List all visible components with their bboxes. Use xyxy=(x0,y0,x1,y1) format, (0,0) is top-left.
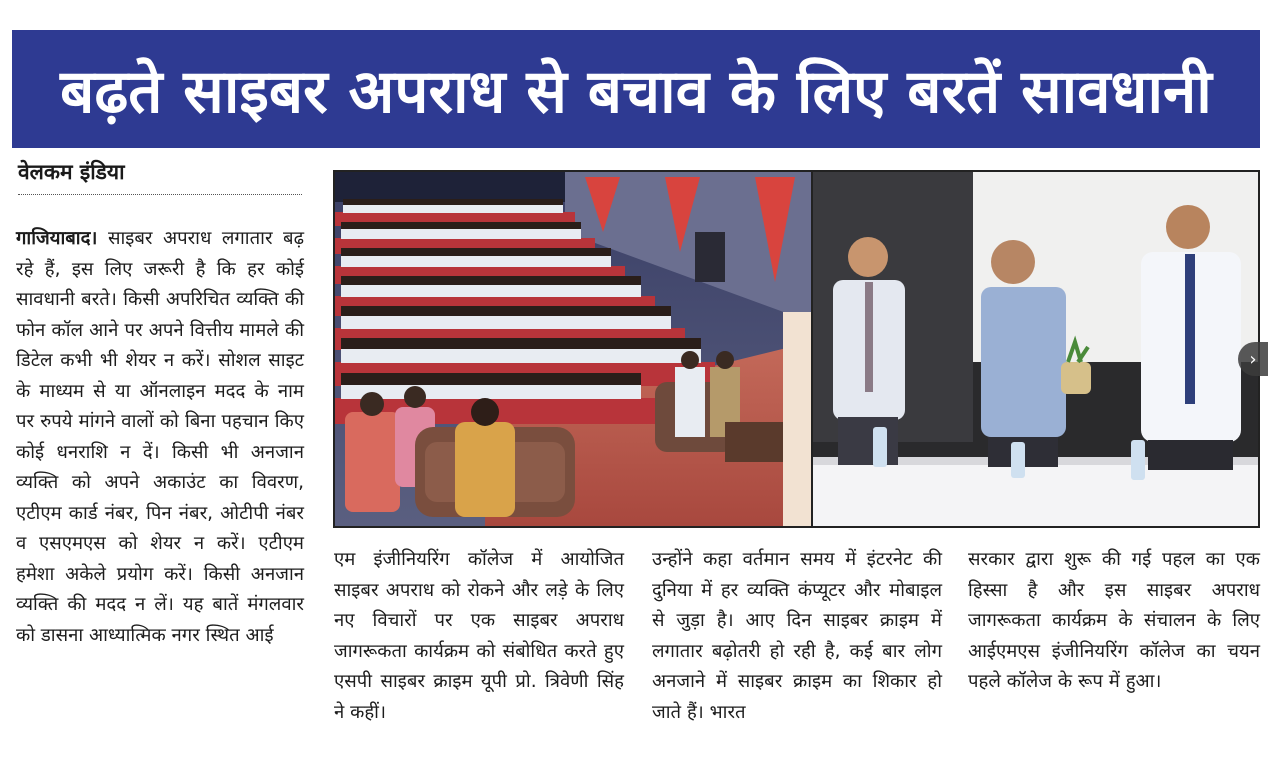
article-column-2: एम इंजीनियरिंग कॉलेज में आयोजित साइबर अपराध को रोकने और लड़े के लिए नए विचारों पर एक साइबर अपराध जागरूकता कार्यक्रम को संबोधित करते हुए एसपी साइबर क्राइम यूपी प्रो. त्रिवेणी सिंह ने कहीं। xyxy=(334,549,624,723)
article-column-4: सरकार द्वारा शुरू की गई पहल का एक हिस्सा है और इस साइबर अपराध जागरूकता कार्यक्रम के संचालन के लिए आईएमएस इंजीनियरिंग कॉलेज का चयन पहले कॉलेज के रूप में हुआ। xyxy=(968,549,1260,692)
article-column-3: उन्होंने कहा वर्तमान समय में इंटरनेट की दुनिया में हर व्यक्ति कंप्यूटर और मोबाइल से जुड़ा है। आए दिन साइबर क्राइम में लगातार बढ़ोतरी हो रही है, कई बार लोग अनजाने में साइबर क्राइम का शिकार हो जाते हैं। भारत xyxy=(652,549,942,723)
dateline: गाजियाबाद। xyxy=(16,228,98,249)
article-column-1 xyxy=(16,224,304,651)
chevron-right-icon[interactable]: › xyxy=(1238,342,1268,376)
headline-banner xyxy=(12,30,1260,148)
byline: वेलकम इंडिया xyxy=(18,158,302,195)
auditorium-photo xyxy=(335,172,811,526)
auditorium-illustration xyxy=(335,172,811,526)
felicitation-photo xyxy=(813,172,1258,526)
photo-strip xyxy=(333,170,1260,528)
headline: बढ़ते साइबर अपराध से बचाव के लिए बरतें सावधानी xyxy=(60,57,1212,127)
felicitation-illustration xyxy=(813,172,1258,526)
article-column-1-text: साइबर अपराध लगातार बढ़ रहे हैं, इस लिए जरूरी है कि हर कोई सावधानी बरते। किसी अपरिचित व्यक्ति की फोन कॉल आने पर अपने वित्तीय मामले की डिटेल कभी भी शेयर न करें। सोशल साइट के माध्यम से या ऑनलाइन मदद के नाम पर रुपये मांगने वालों को बिना पहचान किए कोई धनराशि न दें। किसी भी अनजान व्यक्ति को अपने अकाउंट का विवरण, एटीएम कार्ड नंबर, पिन नंबर, ओटीपी नंबर व एसएमएस को शेयर न करें। एटीएम हमेशा अकेले प्रयोग करें। किसी अनजान व्यक्ति की मदद न लें। यह बातें मंगलवार को डासना आध्यात्मिक नगर स्थित आई xyxy=(16,228,304,646)
